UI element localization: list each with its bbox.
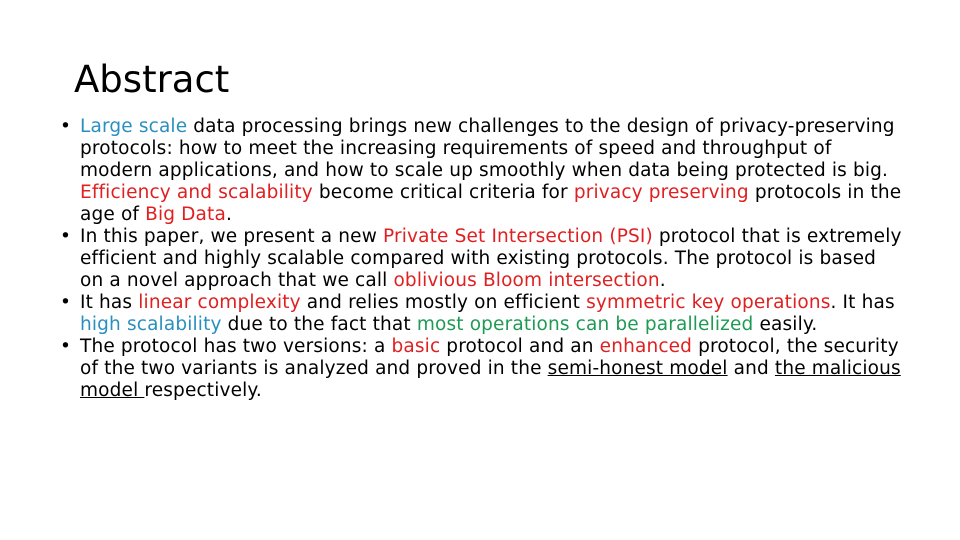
bullet-text: easily. <box>753 314 818 335</box>
bullet-text: become critical criteria for <box>312 182 574 203</box>
slide-title: Abstract <box>74 58 230 101</box>
bullet-item <box>60 292 904 336</box>
highlighted-term: Private Set Intersection (PSI) <box>383 226 653 247</box>
bullet-text: It has <box>80 292 139 313</box>
bullet-text: protocol, the security of the two variants is analyzed and proved in the <box>80 336 899 379</box>
highlighted-term: oblivious Bloom intersection <box>393 270 660 291</box>
highlighted-term: enhanced <box>599 336 693 357</box>
highlighted-term: semi-honest model <box>547 358 728 379</box>
bullet-text: data processing brings new challenges to the design of privacy-preserving protocols: how to meet the increasing requirements of speed and throughput of modern applications, and how to scale up smoothly when data being protected is big. <box>80 116 895 181</box>
highlighted-term: the malicious model <box>80 358 901 401</box>
bullet-list <box>60 116 904 402</box>
highlighted-term: Big Data <box>145 204 226 225</box>
bullet-text: due to the fact that <box>221 314 417 335</box>
bullet-marker: • <box>60 116 72 137</box>
highlighted-term: most operations can be parallelized <box>416 314 754 335</box>
highlighted-term: basic <box>391 336 441 357</box>
bullet-text: . <box>225 204 232 225</box>
bullet-marker: • <box>60 226 72 247</box>
highlighted-term: Efficiency and scalability <box>80 182 313 203</box>
bullet-item <box>60 226 904 292</box>
bullet-text: . It has <box>830 292 895 313</box>
bullet-text: In this paper, we present a new <box>80 226 384 247</box>
bullet-text: and relies mostly on efficient <box>300 292 587 313</box>
bullet-marker: • <box>60 336 72 357</box>
bullet-text: and <box>727 358 775 379</box>
bullet-text: protocol that is extremely efficient and highly scalable compared with existing protocols. The protocol is based on a novel approach that we call <box>80 226 902 291</box>
highlighted-term: linear complexity <box>138 292 301 313</box>
bullet-item <box>60 116 904 226</box>
highlighted-term: high scalability <box>80 314 222 335</box>
highlighted-term: symmetric key operations <box>586 292 831 313</box>
bullet-text: protocol and an <box>440 336 600 357</box>
highlighted-term: privacy preserving <box>573 182 749 203</box>
bullet-text: protocols in the age of <box>80 182 902 225</box>
bullet-item <box>60 336 904 402</box>
highlighted-term: Large scale <box>80 116 188 137</box>
bullet-text: . <box>659 270 666 291</box>
bullet-text: respectively. <box>144 380 262 401</box>
bullet-text: The protocol has two versions: a <box>80 336 392 357</box>
bullet-marker: • <box>60 292 72 313</box>
